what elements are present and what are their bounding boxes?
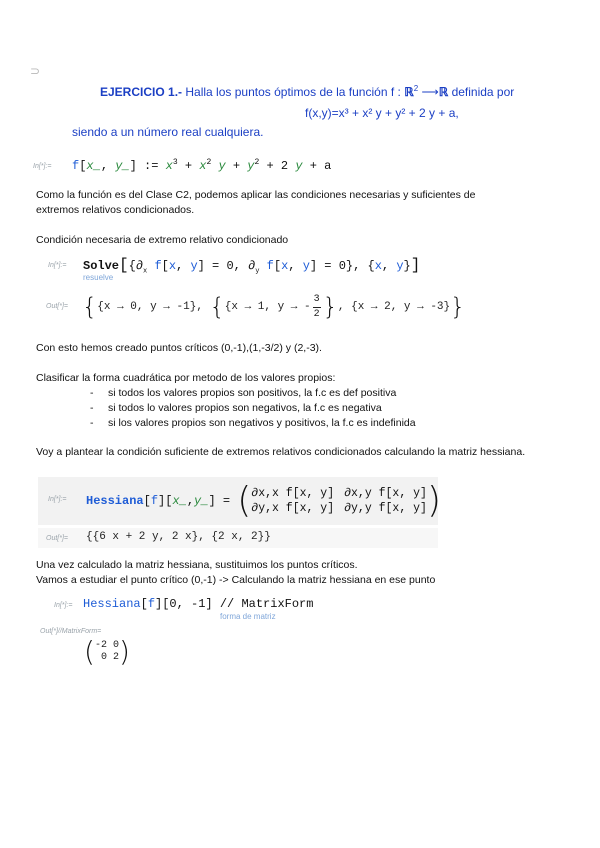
output-label: Out[*]= [46,303,68,310]
matrix-entry: 0 [100,652,107,663]
hessian-call: Hessiana[f][0, -1] [83,597,213,611]
matrix-entry: 0 [112,640,119,651]
classification-list [90,386,510,431]
exercise-title [100,84,514,99]
corner-mark: ⊃ [30,64,41,78]
input-label: In[*]:= [48,496,67,503]
matrix-cell-xx: ∂x,x f[x, y] [251,487,335,500]
exercise-subtitle: siendo a un número real cualquiera. [72,125,264,139]
list-item: - si los valores propios son negativos y positivos, la f.c es indefinida [90,417,416,429]
matrix-cell-xy: ∂x,y f[x, y] [344,487,427,500]
matrixform-function: MatrixForm [241,597,314,611]
input-label: In[*]:= [33,163,52,170]
codomain-symbol: ℝ [438,85,449,99]
title-text: Halla los puntos óptimos de la función f : [185,85,401,99]
list-item: - si todos los valores propios son positivos, la f.c es def positiva [90,387,397,399]
hessian-definition-code: Hessiana [ f ][ x_ , y_ ] = ( ∂x,x f[x, y] ∂x,y f[x, y] ∂y,x f[x, y] ∂y,y f[x, y] ) [86,480,441,521]
function-formula: f(x,y)=x³ + x² y + y² + 2 y + a, [305,106,459,120]
substitute-paragraph: Una vez calculado la matriz hessiana, sustituimos los puntos críticos. [36,559,358,571]
title-end: definida por [451,85,515,99]
input-label: In[*]:= [54,602,73,609]
postfix-operator: // [212,597,242,611]
title-bold: EJERCICIO 1.- [100,85,183,99]
output-label: Out[*]= [46,535,68,542]
derivative-matrix [251,487,427,515]
sufficient-condition-paragraph: Voy a plantear la condición suficiente de extremos relativos condicionados calculando la matriz hessiana. [36,446,526,458]
solve-function: Solve [83,259,120,273]
domain-exponent: 2 [413,84,419,93]
necessary-condition-heading: Condición necesaria de extremo relativo condicionado [36,234,289,246]
input-label: In[*]:= [48,262,67,269]
solution-2: {x → 1, y → - [224,301,311,313]
output-label: Out[*]//MatrixForm= [40,628,102,635]
solve-output: { {x → 0, y → -1} , { {x → 1, y → - 3 2 } , {x → 2, y → -3} } [82,293,466,321]
critical-points-paragraph: Con esto hemos creado puntos críticos (0,-1),(1,-3/2) y (2,-3). [36,342,322,354]
fraction [313,293,321,322]
matrix-entry: 2 [112,652,119,663]
list-item: - si todos lo valores propios son negativos, la f.c es negativa [90,402,382,414]
arrow-symbol: ⟶ [421,85,439,99]
result-matrix [95,640,119,664]
function-definition-code[interactable]: f[x_, y_] := $x^3 + x^2$ $y + y^2 + 2$ y + a [72,158,332,173]
study-point-paragraph: Vamos a estudiar el punto crítico (0,-1) -> Calculando la matriz hessiana en ese punto [36,574,436,586]
fraction-numerator: 3 [313,293,320,305]
matrix-cell-yy: ∂y,y f[x, y] [344,502,427,515]
solve-code[interactable]: $Solve[\{\partial_x$ f[x, y] = 0, $\partial_y$ f[x, y] = 0}, {x, y}] [83,256,421,276]
hessian-output: {{6 x + 2 y, 2 x}, {2 x, 2}} [86,531,271,543]
classification-heading: Clasificar la forma cuadrática por metodo de los valores propios: [36,372,336,384]
domain-symbol: ℝ [404,85,414,99]
intro-paragraph: Como la función es del Clase C2, podemos aplicar las condiciones necesarias y suficientes de extremos relativos condicionados. [36,189,476,216]
matrix-output: ( -2 0 0 2 ) [84,635,130,668]
fraction-denominator: 2 [313,308,320,320]
hessian-eval-code[interactable] [83,597,313,611]
solve-hint: resuelve [83,273,114,282]
matrix-cell-yx: ∂y,x f[x, y] [251,502,335,515]
matrixform-hint: forma de matriz [220,612,276,621]
solution-3: {x → 2, y → -3} [351,301,451,313]
solution-1: {x → 0, y → -1} [97,301,197,313]
matrix-entry: -2 [94,640,107,651]
